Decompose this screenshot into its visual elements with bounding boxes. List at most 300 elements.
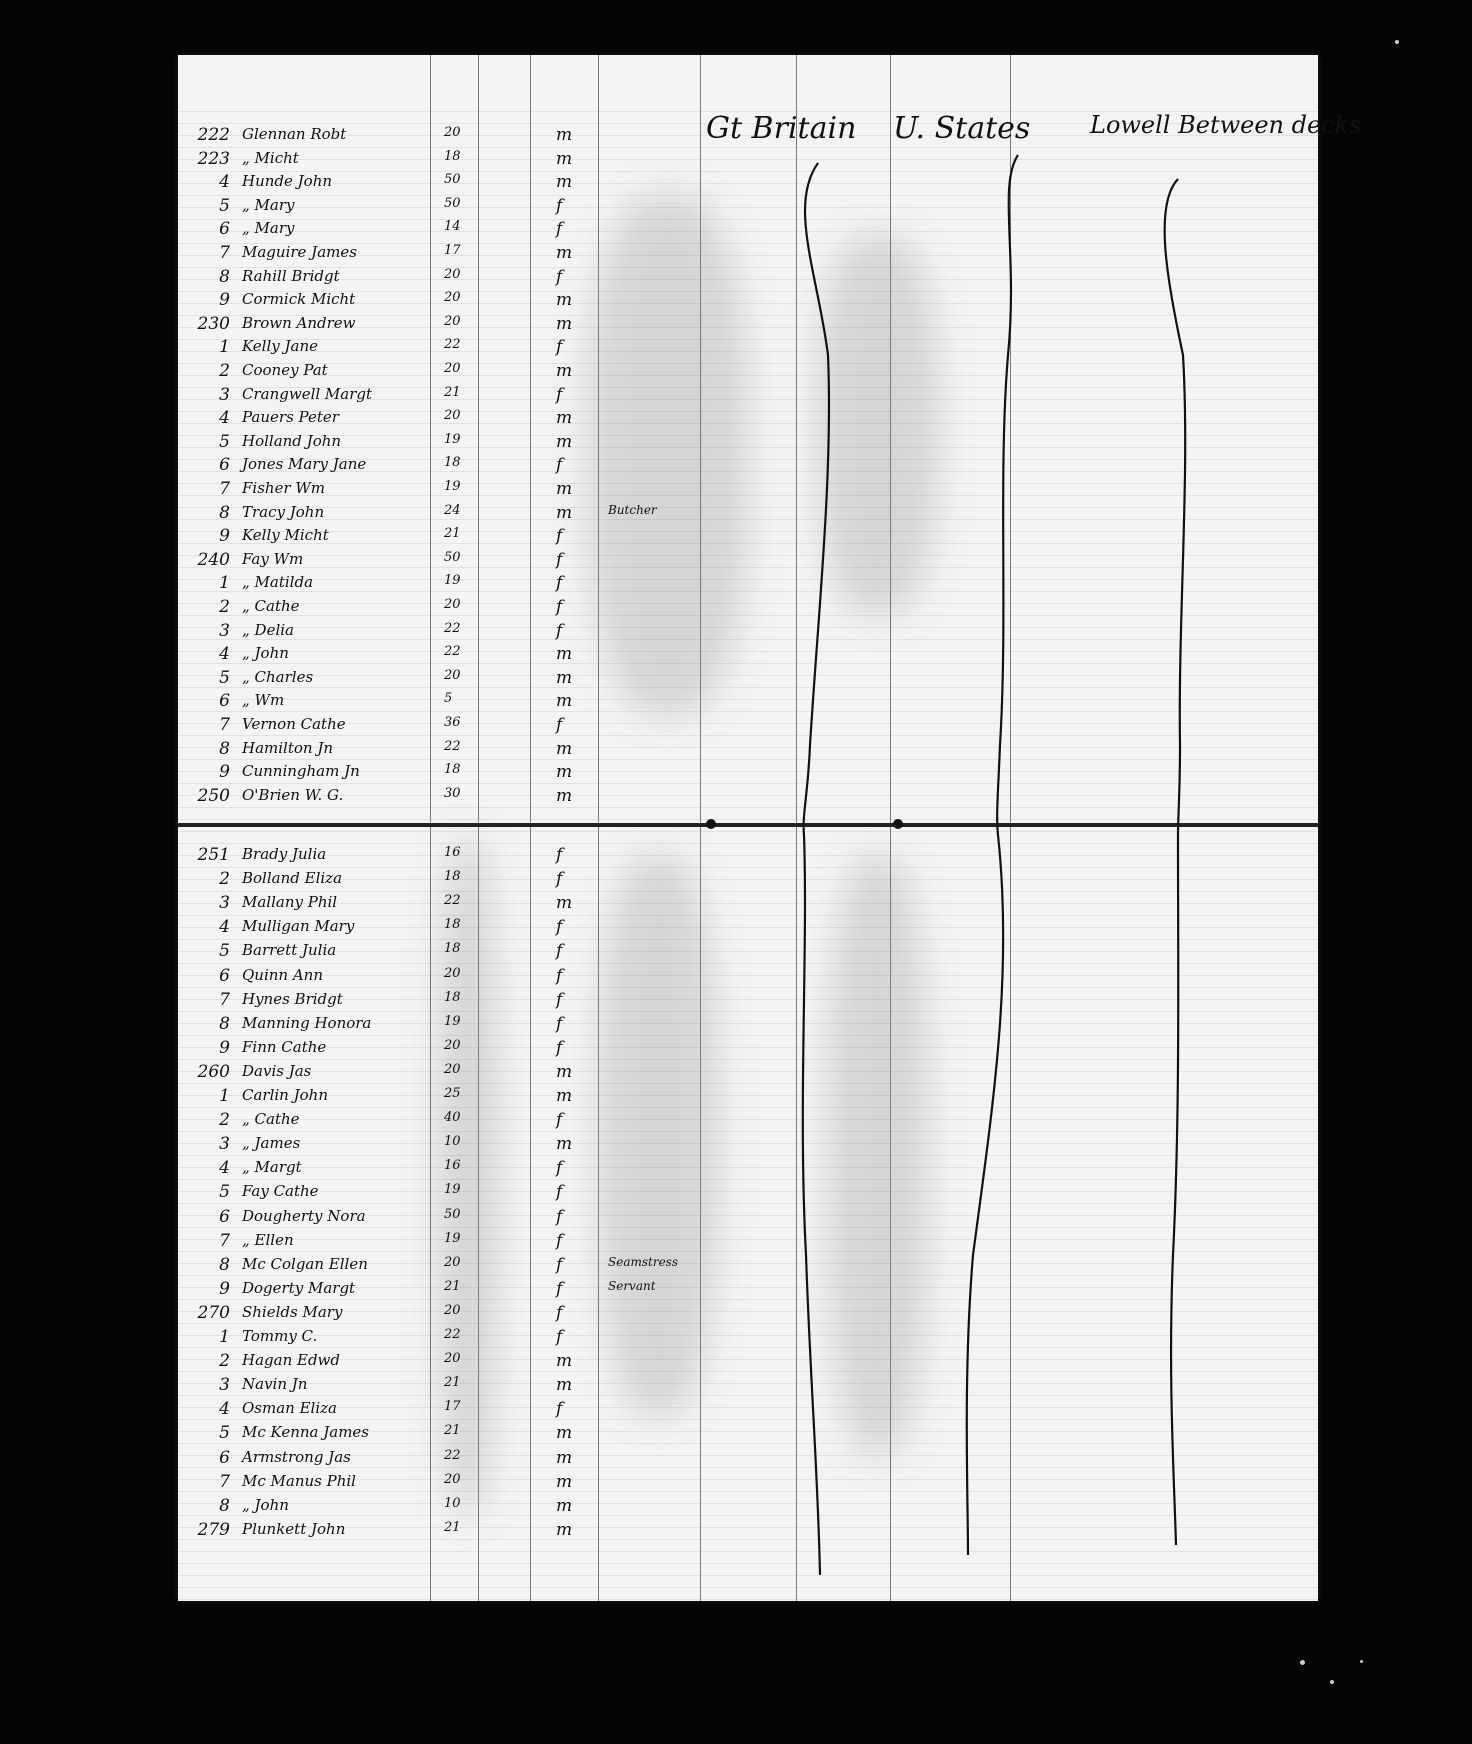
passenger-sex: m [556,1061,573,1082]
passenger-occupation: Seamstress [608,1254,678,1269]
passenger-age: 22 [444,1447,461,1463]
passenger-sex: m [556,1495,573,1516]
manifest-row [178,917,1318,941]
passenger-name: Tracy John [242,502,325,521]
passenger-occupation: Servant [608,1278,656,1293]
passenger-number: 1 [219,337,230,358]
passenger-sex: f [556,384,563,405]
passenger-number: 4 [219,1399,230,1420]
manifest-row [178,644,1318,668]
film-speck [1300,1660,1305,1665]
passenger-name: Cormick Micht [242,290,356,309]
passenger-number: 3 [219,1134,230,1155]
passenger-name: Brown Andrew [242,313,356,332]
manifest-row [178,1110,1318,1134]
passenger-number: 8 [219,738,230,759]
passenger-name: Osman Eliza [242,1399,337,1418]
passenger-number: 7 [219,1230,230,1251]
passenger-number: 9 [219,1037,230,1058]
passenger-number: 251 [197,845,230,865]
passenger-number: 4 [219,408,230,429]
passenger-sex: f [556,526,563,547]
manifest-row [178,1351,1318,1375]
manifest-row [178,1086,1318,1110]
film-speck [1360,1660,1363,1663]
manifest-row [178,267,1318,291]
passenger-age: 16 [444,845,461,860]
passenger-number: 2 [219,1110,230,1131]
passenger-sex: f [556,941,563,962]
passenger-number: 3 [219,620,230,641]
manifest-row [178,1496,1318,1520]
passenger-number: 5 [219,1182,230,1203]
passenger-number: 1 [219,573,230,594]
passenger-sex: m [556,785,573,806]
manifest-row [178,314,1318,338]
manifest-row [178,990,1318,1014]
passenger-number: 3 [219,893,230,914]
manifest-row [178,1399,1318,1423]
manifest-row [178,668,1318,692]
passenger-age: 18 [444,148,461,164]
passenger-number: 260 [197,1061,230,1082]
passenger-name: Maguire James [242,243,357,261]
passenger-sex: m [556,762,573,783]
passenger-number: 7 [219,989,230,1010]
passenger-name: Pauers Peter [242,408,339,427]
passenger-sex: f [556,1278,563,1299]
passenger-sex: m [556,290,573,311]
passenger-sex: m [556,1375,573,1396]
passenger-sex: m [556,667,573,688]
film-speck [1330,1680,1334,1684]
passenger-number: 7 [219,479,230,499]
passenger-sex: f [556,965,563,986]
passenger-name: Brady Julia [242,845,327,863]
passenger-sex: m [556,1447,573,1468]
manifest-row [178,550,1318,574]
passenger-number: 5 [219,431,230,452]
passenger-age: 18 [444,941,461,957]
passenger-name: „ James [242,1134,301,1153]
passenger-sex: m [556,893,573,914]
manifest-row [178,1134,1318,1158]
passenger-name: Hynes Bridgt [242,989,343,1008]
passenger-number: 4 [219,917,230,938]
passenger-sex: f [556,195,563,216]
manifest-row [178,455,1318,479]
passenger-name: Holland John [242,431,342,450]
passenger-number: 230 [197,313,230,334]
manifest-row [178,597,1318,621]
passenger-age: 50 [444,172,461,188]
passenger-age: 22 [444,1327,461,1342]
manifest-row [178,691,1318,715]
passenger-name: Cunningham Jn [242,762,360,781]
manifest-row [178,1038,1318,1062]
passenger-age: 17 [444,1399,461,1415]
passenger-number: 7 [219,1471,230,1492]
passenger-sex: m [556,408,573,429]
manifest-row [178,869,1318,893]
passenger-age: 22 [444,644,461,660]
manifest-row [178,1014,1318,1038]
passenger-sex: f [556,549,563,570]
passenger-number: 9 [219,1278,230,1299]
passenger-age: 10 [444,1495,461,1511]
passenger-sex: m [556,479,573,499]
passenger-sex: m [556,1086,573,1106]
passenger-number: 5 [219,667,230,688]
passenger-age: 14 [444,219,461,235]
passenger-number: 250 [197,785,230,806]
passenger-name: Jones Mary Jane [242,455,367,474]
manifest-row [178,621,1318,645]
passenger-name: Navin Jn [242,1375,308,1394]
passenger-sex: m [556,644,573,665]
passenger-number: 2 [219,597,230,617]
passenger-sex: m [556,172,573,193]
passenger-age: 20 [444,125,461,140]
passenger-name: Tommy C. [242,1327,318,1345]
passenger-age: 40 [444,1110,461,1126]
passenger-age: 20 [444,361,461,376]
passenger-sex: f [556,620,563,641]
manifest-row [178,1231,1318,1255]
passenger-sex: m [556,502,573,523]
manifest-row [178,172,1318,196]
passenger-number: 270 [197,1302,230,1323]
passenger-age: 21 [444,384,461,400]
passenger-age: 18 [444,762,461,778]
passenger-number: 6 [219,965,230,986]
passenger-sex: m [556,125,573,145]
manifest-row [178,219,1318,243]
passenger-number: 4 [219,1158,230,1179]
passenger-sex: f [556,1158,563,1179]
passenger-name: Fay Cathe [242,1182,319,1201]
passenger-number: 7 [219,243,230,263]
passenger-age: 50 [444,1206,461,1222]
passenger-sex: f [556,219,563,240]
manifest-row [178,149,1318,173]
manifest-row [178,125,1318,149]
passenger-age: 22 [444,620,461,636]
passenger-name: „ Wm [242,691,285,710]
passenger-name: Mallany Phil [242,893,338,912]
passenger-sex: f [556,455,563,476]
passenger-sex: f [556,1230,563,1251]
manifest-row [178,573,1318,597]
manifest-row [178,337,1318,361]
passenger-sex: f [556,869,563,890]
manifest-row [178,432,1318,456]
passenger-name: Shields Mary [242,1302,343,1321]
manifest-row [178,1158,1318,1182]
passenger-name: Armstrong Jas [242,1447,351,1466]
passenger-number: 7 [219,715,230,735]
passenger-name: Vernon Cathe [242,715,346,733]
passenger-age: 50 [444,195,461,211]
passenger-number: 2 [219,1351,230,1372]
passenger-number: 6 [219,455,230,476]
passenger-number: 5 [219,1423,230,1444]
passenger-name: Hunde John [242,172,333,191]
manifest-row [178,1062,1318,1086]
passenger-age: 50 [444,549,461,565]
passenger-number: 6 [219,1206,230,1227]
passenger-name: „ Mary [242,219,295,238]
passenger-number: 1 [219,1327,230,1347]
passenger-number: 8 [219,266,230,287]
passenger-number: 5 [219,941,230,962]
passenger-sex: m [556,1351,573,1372]
film-speck [1395,40,1399,44]
passenger-name: Kelly Micht [242,526,329,545]
header-place: Lowell Between decks [1090,111,1362,139]
manifest-row [178,1472,1318,1496]
passenger-number: 2 [219,361,230,381]
manifest-row [178,1327,1318,1351]
passenger-name: Finn Cathe [242,1037,327,1056]
passenger-sex: m [556,1134,573,1155]
passenger-number: 6 [219,219,230,240]
passenger-age: 20 [444,597,461,612]
passenger-number: 240 [197,549,230,570]
passenger-age: 20 [444,1302,461,1318]
passenger-name: Fisher Wm [242,479,326,497]
passenger-name: Quinn Ann [242,965,323,984]
manifest-row [178,408,1318,432]
passenger-age: 19 [444,431,461,447]
manifest-row [178,503,1318,527]
passenger-age: 18 [444,917,461,933]
passenger-number: 8 [219,1495,230,1516]
passenger-number: 6 [219,691,230,712]
passenger-number: 4 [219,644,230,665]
passenger-name: Manning Honora [242,1013,372,1032]
passenger-name: Fay Wm [242,549,304,568]
manifest-row [178,290,1318,314]
passenger-name: Hamilton Jn [242,738,334,757]
passenger-age: 30 [444,785,461,801]
passenger-sex: f [556,597,563,617]
manifest-row [178,1279,1318,1303]
passenger-sex: m [556,691,573,712]
passenger-number: 9 [219,526,230,547]
passenger-name: Mc Manus Phil [242,1471,356,1490]
passenger-age: 20 [444,1471,461,1487]
passenger-number: 8 [219,1254,230,1275]
passenger-name: Hagan Edwd [242,1351,340,1370]
passenger-number: 8 [219,1013,230,1034]
passenger-sex: f [556,1037,563,1058]
passenger-sex: f [556,1302,563,1323]
passenger-age: 21 [444,1519,461,1535]
header-occupation: U. States [893,111,1031,146]
passenger-sex: m [556,243,573,263]
passenger-name: „ Mary [242,195,295,214]
passenger-age: 21 [444,1423,461,1439]
passenger-number: 5 [219,195,230,216]
passenger-name: „ Delia [242,620,294,639]
passenger-age: 20 [444,1061,461,1077]
passenger-age: 25 [444,1086,461,1101]
passenger-age: 17 [444,243,461,258]
passenger-name: O'Brien W. G. [242,785,344,804]
passenger-age: 20 [444,1254,461,1270]
passenger-sex: f [556,917,563,938]
passenger-sex: m [556,1471,573,1492]
manifest-row [178,966,1318,990]
passenger-number: 3 [219,384,230,405]
passenger-name: „ Ellen [242,1230,294,1249]
passenger-name: „ Cathe [242,1110,300,1129]
manifest-row [178,526,1318,550]
passenger-sex: f [556,337,563,358]
passenger-name: „ John [242,1495,289,1514]
passenger-sex: f [556,1254,563,1275]
passenger-sex: m [556,1423,573,1444]
passenger-sex: f [556,1110,563,1131]
manifest-page [178,55,1362,1601]
passenger-name: Mc Kenna James [242,1423,369,1442]
manifest-row [178,1182,1318,1206]
passenger-age: 10 [444,1134,461,1150]
manifest-row [178,941,1318,965]
passenger-age: 21 [444,1278,461,1294]
passenger-number: 8 [219,502,230,523]
passenger-number: 279 [197,1519,230,1540]
passenger-age: 20 [444,1037,461,1053]
passenger-age: 19 [444,573,461,589]
passenger-age: 20 [444,667,461,683]
passenger-age: 24 [444,502,461,518]
passenger-sex: m [556,148,573,169]
manifest-row [178,361,1318,385]
passenger-age: 22 [444,738,461,754]
manifest-row [178,893,1318,917]
passenger-name: Dogerty Margt [242,1278,356,1297]
passenger-age: 18 [444,869,461,885]
passenger-name: Crangwell Margt [242,384,373,403]
passenger-number: 1 [219,1086,230,1106]
passenger-name: „ Charles [242,667,314,686]
passenger-name: Plunkett John [242,1519,346,1538]
passenger-number: 9 [219,762,230,783]
passenger-name: „ Margt [242,1158,302,1177]
passenger-age: 20 [444,266,461,282]
passenger-name: Kelly Jane [242,337,319,356]
manifest-row [178,1448,1318,1472]
passenger-occupation: Butcher [608,502,657,517]
manifest-row [178,1303,1318,1327]
manifest-row [178,845,1318,869]
manifest-row [178,243,1318,267]
passenger-number: 9 [219,290,230,311]
passenger-name: Rahill Bridgt [242,266,340,285]
passenger-number: 6 [219,1447,230,1468]
passenger-number: 222 [197,125,230,145]
passenger-age: 20 [444,290,461,306]
manifest-row [178,715,1318,739]
passenger-age: 18 [444,455,461,471]
passenger-sex: f [556,1327,563,1347]
manifest-row [178,1375,1318,1399]
passenger-age: 5 [444,691,453,707]
passenger-sex: f [556,1013,563,1034]
passenger-sex: m [556,361,573,381]
manifest-row [178,1207,1318,1231]
passenger-name: Barrett Julia [242,941,337,960]
passenger-sex: f [556,845,563,865]
manifest-row [178,196,1318,220]
passenger-name: „ Matilda [242,573,314,592]
passenger-name: Bolland Eliza [242,869,343,888]
passenger-sex: f [556,989,563,1010]
passenger-sex: f [556,1399,563,1420]
passenger-name: Mc Colgan Ellen [242,1254,368,1273]
passenger-name: „ John [242,644,289,663]
passenger-age: 16 [444,1158,461,1174]
passenger-age: 19 [444,1182,461,1198]
manifest-row [178,786,1318,810]
passenger-name: Glennan Robt [242,125,347,143]
passenger-age: 21 [444,1375,461,1391]
manifest-row [178,385,1318,409]
passenger-age: 22 [444,337,461,353]
passenger-sex: f [556,573,563,594]
passenger-sex: m [556,313,573,334]
manifest-row [178,762,1318,786]
passenger-age: 20 [444,965,461,981]
passenger-sex: m [556,1519,573,1540]
passenger-sex: m [556,738,573,759]
passenger-name: „ Micht [242,148,299,167]
passenger-number: 3 [219,1375,230,1396]
passenger-age: 20 [444,313,461,329]
passenger-sex: f [556,1206,563,1227]
manifest-row [178,1520,1318,1544]
passenger-sex: f [556,1182,563,1203]
passenger-name: Mulligan Mary [242,917,355,936]
passenger-age: 19 [444,1230,461,1246]
passenger-number: 2 [219,869,230,890]
passenger-age: 22 [444,893,461,909]
passenger-name: Cooney Pat [242,361,328,379]
passenger-age: 21 [444,526,461,542]
passenger-age: 18 [444,989,461,1005]
passenger-name: Davis Jas [242,1061,312,1080]
passenger-age: 19 [444,479,461,494]
manifest-row [178,1423,1318,1447]
passenger-age: 36 [444,715,461,730]
header-country: Gt Britain [706,111,857,146]
passenger-number: 223 [197,148,230,169]
passenger-age: 20 [444,1351,461,1367]
passenger-number: 4 [219,172,230,193]
passenger-sex: f [556,715,563,735]
manifest-row [178,479,1318,503]
manifest-row [178,739,1318,763]
passenger-age: 20 [444,408,461,424]
passenger-age: 19 [444,1013,461,1029]
passenger-name: „ Cathe [242,597,300,615]
passenger-name: Carlin John [242,1086,328,1104]
passenger-name: Dougherty Nora [242,1206,366,1225]
manifest-row [178,1255,1318,1279]
passenger-sex: m [556,431,573,452]
